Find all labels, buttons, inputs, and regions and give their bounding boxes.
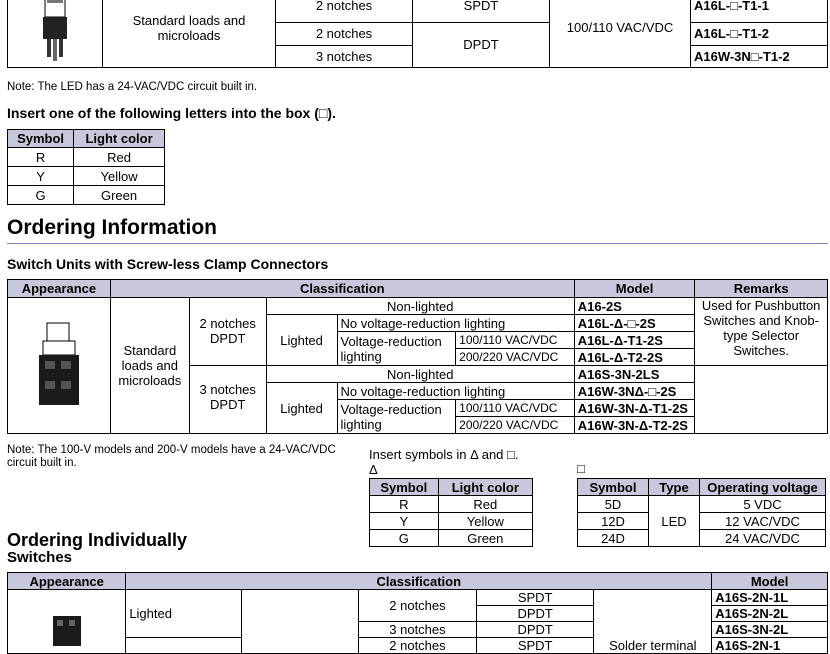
classification-header: Classification <box>110 280 574 298</box>
top-model-2: A16L-□-T1-2 <box>691 23 828 46</box>
blank-cell <box>126 638 242 654</box>
model-cell: A16S-2N-1L <box>712 590 828 606</box>
model-cell: A16W-3N-Δ-T2-2S <box>574 417 695 434</box>
top-notches-3: 3 notches <box>276 45 413 67</box>
symbol-cell: G <box>370 530 439 547</box>
notches-3-cell: 3 notches <box>359 622 477 638</box>
appearance-cell <box>8 590 126 654</box>
voltage-cell: 12 VAC/VDC <box>700 513 826 530</box>
switch-units-title: Switch Units with Screw-less Clamp Connectors <box>7 256 329 272</box>
switches-title: Switches <box>7 549 73 566</box>
voltage-200-cell: 200/220 VAC/VDC <box>456 417 575 434</box>
contact-cell: DPDT <box>476 622 594 638</box>
color-cell: Yellow <box>74 167 165 186</box>
note-100v: Note: The 100-V models and 200-V models have a 24-VAC/VDC circuit built in. <box>7 444 336 469</box>
color-cell: Green <box>438 530 532 547</box>
ordering-individually-title: Ordering Individually <box>7 530 188 550</box>
remarks-empty-cell <box>695 366 828 434</box>
top-model-1: A16L-□-T1-1 <box>691 0 828 23</box>
light-color-header: Light color <box>438 479 532 496</box>
notches-3-cell: 3 notches DPDT <box>189 366 266 434</box>
top-model-3: A16W-3N□-T1-2 <box>691 45 828 67</box>
loads-cell: Standard loads and microloads <box>110 298 189 434</box>
top-notches-1: 2 notches <box>276 0 413 23</box>
remarks-header: Remarks <box>695 280 828 298</box>
no-voltage-reduction-cell: No voltage-reduction lighting <box>337 315 574 332</box>
symbol-cell: R <box>370 496 439 513</box>
symbol-cell: Y <box>8 167 74 186</box>
light-color-header: Light color <box>74 130 165 148</box>
symbol-cell: R <box>8 148 74 167</box>
voltage-200-cell: 200/220 VAC/VDC <box>456 349 575 366</box>
insert-symbols-text: Insert symbols in Δ and □. <box>369 447 519 462</box>
note-led: Note: The LED has a 24-VAC/VDC circuit built in. <box>7 81 258 93</box>
top-notches-2: 2 notches <box>276 23 413 46</box>
model-cell: A16L-Δ-T2-2S <box>574 349 695 366</box>
model-cell: A16S-2N-2L <box>712 606 828 622</box>
remarks-cell: Used for Pushbutton Switches and Knob-type Selector Switches. <box>695 298 828 366</box>
type-header: Type <box>649 479 700 496</box>
symbol-header: Symbol <box>8 130 74 148</box>
switch-unit-image <box>35 0 75 64</box>
contact-cell: SPDT <box>476 590 594 606</box>
model-header: Model <box>712 573 828 590</box>
symbol-cell: 24D <box>578 530 649 547</box>
model-header: Model <box>574 280 695 298</box>
voltage-cell: 5 VDC <box>700 496 826 513</box>
top-contact-1: SPDT <box>413 0 550 23</box>
symbol-cell: Y <box>370 513 439 530</box>
voltage-cell: 24 VAC/VDC <box>700 530 826 547</box>
model-cell: A16L-Δ-T1-2S <box>574 332 695 349</box>
box-label: □ <box>577 461 585 476</box>
delta-label: Δ <box>369 462 378 477</box>
switch-unit-image <box>35 321 83 407</box>
lighted-cell: Lighted <box>266 315 337 366</box>
model-cell: A16-2S <box>574 298 695 315</box>
color-cell: Red <box>438 496 532 513</box>
appearance-cell <box>8 0 103 67</box>
symbol-cell: G <box>8 186 74 205</box>
notches-2-cell: 2 notches DPDT <box>189 298 266 366</box>
insert-heading: Insert one of the following letters into the box (□). <box>7 105 336 121</box>
color-cell: Green <box>74 186 165 205</box>
appearance-header: Appearance <box>8 573 126 590</box>
appearance-cell <box>8 298 111 434</box>
symbol-header: Symbol <box>370 479 439 496</box>
terminal-cell: Solder terminal <box>594 590 712 654</box>
symbol-cell: 5D <box>578 496 649 513</box>
contact-cell: DPDT <box>476 606 594 622</box>
delta-color-table <box>369 478 533 547</box>
classification-header: Classification <box>126 573 712 590</box>
symbol-header: Symbol <box>578 479 649 496</box>
switch-units-table <box>7 279 828 434</box>
light-color-table <box>7 129 165 205</box>
model-cell: A16W-3N-Δ-T1-2S <box>574 400 695 417</box>
non-lighted-cell: Non-lighted <box>266 298 574 315</box>
blank-cell <box>242 590 359 654</box>
voltage-reduction-cell: Voltage-reduction lighting <box>337 400 456 434</box>
operating-voltage-header: Operating voltage <box>700 479 826 496</box>
switch-image <box>47 590 87 650</box>
voltage-100-cell: 100/110 VAC/VDC <box>456 400 575 417</box>
box-voltage-table <box>577 478 826 547</box>
switches-table <box>7 572 828 654</box>
model-cell: A16W-3NΔ-□-2S <box>574 383 695 400</box>
voltage-reduction-cell: Voltage-reduction lighting <box>337 332 456 366</box>
type-cell: LED <box>649 496 700 547</box>
color-cell: Yellow <box>438 513 532 530</box>
notches-2b-cell: 2 notches <box>359 638 477 654</box>
top-contact-2: DPDT <box>413 23 550 68</box>
color-cell: Red <box>74 148 165 167</box>
contact-cell: SPDT <box>476 638 594 654</box>
ordering-information-title: Ordering Information <box>7 216 217 239</box>
model-cell: A16S-3N-2LS <box>574 366 695 383</box>
section-rule <box>7 243 828 244</box>
top-voltage: 100/110 VAC/VDC <box>550 0 691 67</box>
top-classification: Standard loads and microloads <box>103 0 276 67</box>
symbol-cell: 12D <box>578 513 649 530</box>
lighted-cell: Lighted <box>126 590 242 638</box>
non-lighted-cell: Non-lighted <box>266 366 574 383</box>
lighted-cell: Lighted <box>266 383 337 434</box>
model-cell: A16S-2N-1 <box>712 638 828 654</box>
model-cell: A16S-3N-2L <box>712 622 828 638</box>
voltage-100-cell: 100/110 VAC/VDC <box>456 332 575 349</box>
appearance-header: Appearance <box>8 280 111 298</box>
model-cell: A16L-Δ-□-2S <box>574 315 695 332</box>
top-model-table <box>7 0 828 68</box>
notches-2-cell: 2 notches <box>359 590 477 622</box>
no-voltage-reduction-cell: No voltage-reduction lighting <box>337 383 574 400</box>
